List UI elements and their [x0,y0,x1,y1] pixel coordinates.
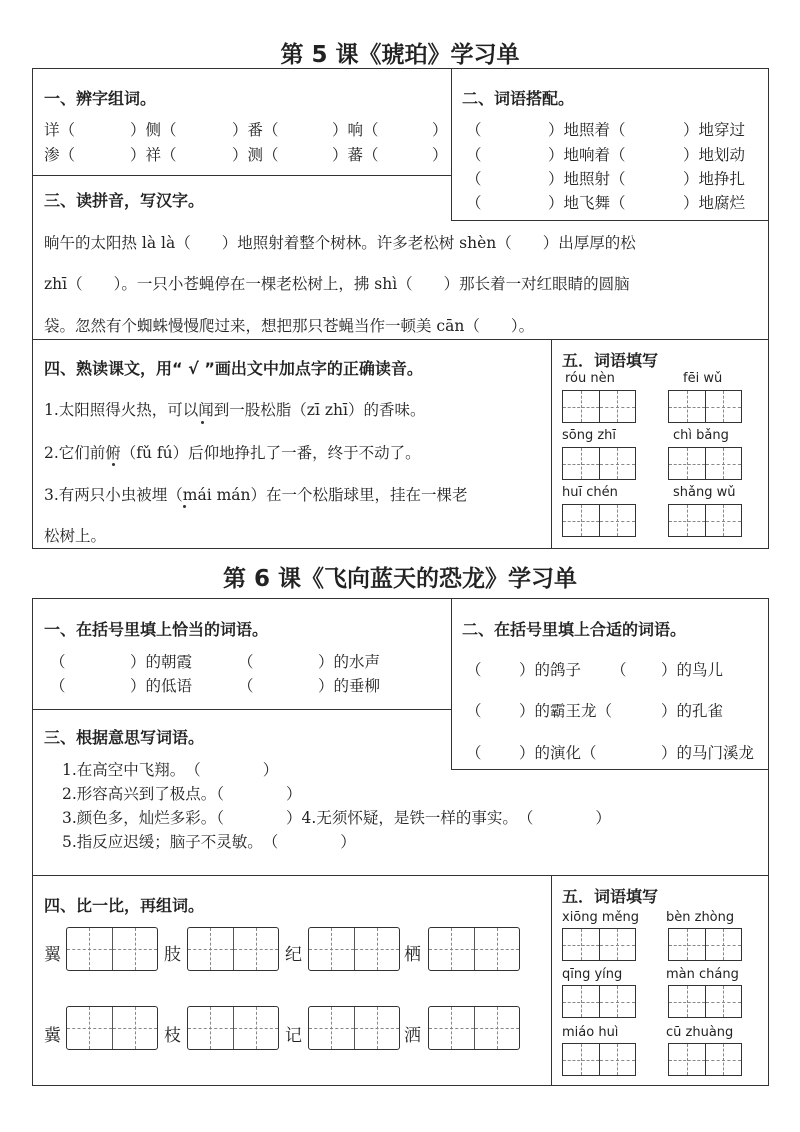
l5-s2-r2a: （ [466,146,482,164]
l5-s5-grid3[interactable] [562,447,636,480]
l6-s2-c: （ [611,661,627,679]
l6-s4-g4[interactable] [428,927,520,971]
l5-s5-grid1[interactable] [562,390,636,423]
l6-s2-j: ）的马门溪龙 [661,744,755,762]
l6-s1-d: ）的水声 [318,653,381,671]
l5-s1-w3: ）番（ [232,121,279,139]
l6-s4-g1[interactable] [66,927,158,971]
l6-s1-e: （ [50,677,66,695]
l5-s5-py4: chì bǎng [673,428,729,443]
l5-s1-w8: ）测（ [232,146,279,164]
l5-s5-py2: fēi wǔ [683,371,723,386]
l6-s4-heading: 四、比一比，再组词。 [44,896,205,915]
l5-s3-line1: 晌午的太阳热 là là（ ）地照射着整个树林。许多老松树 shèn（ ）出厚厚的松 [44,234,636,252]
l6-s1-g: （ [238,677,254,695]
l5-s2-r3c: ）地挣扎 [683,170,746,188]
l6-s2-i: ）的演化（ [519,744,597,762]
l6-s5-grid2[interactable] [668,928,742,961]
l5-s1-w7: ）祥（ [130,146,177,164]
l6-s4-g2[interactable] [187,927,279,971]
l6-s1-h: ）的垂柳 [318,677,381,695]
l6-s1-b: ）的朝霞 [130,653,193,671]
l6-s3-line3: 3.颜色多，灿烂多彩。（ ）4.无须怀疑，是铁一样的事实。 （ ） [62,809,611,827]
l6-s5-py4: màn cháng [666,967,739,982]
l6-s4-c6: 枝 [164,1026,181,1046]
l6-s3-line2: 2.形容高兴到了极点。（ ） [62,785,302,803]
l6-s5-py3: qīng yíng [562,967,623,982]
l6-s2-d: ）的鸟儿 [661,661,724,679]
l5-s1-w1: 详（ [44,121,76,139]
l5-s5-grid4[interactable] [668,447,742,480]
l5-s2-r4b: ）地飞舞（ [548,194,626,212]
l5-s3-line2: zhī（ ）。一只小苍蝇停在一棵老松树上，拂 shì（ ）那长着一对红眼睛的圆脑 [44,275,630,293]
l5-s4-line2: 2.它们前俯（fǔ fú）后仰地挣扎了一番，终于不动了。 [44,444,421,462]
l6-s4-c3: 纪 [285,945,302,965]
l5-s3-line3: 袋。忽然有个蜘蛛慢慢爬过来，想把那只苍蝇当作一顿美 cān（ ）。 [44,317,535,335]
l5-s1-w5: ） [432,121,448,139]
l6-s1-c: （ [238,653,254,671]
l5-s4-heading: 四、熟读课文，用“ √ ”画出文中加点字的正确读音。 [44,359,423,378]
l6-s4-c5: 冀 [44,1026,61,1046]
l5-s1-w2: ）侧（ [130,121,177,139]
l5-s1-w9: ）蕃（ [332,146,379,164]
l6-s3-line1: 1.在高空中飞翔。 （ ） [62,761,279,779]
l5-s2-r1b: ）地照着（ [548,121,626,139]
l5-s5-py5: huī chén [562,485,618,500]
l6-s1-a: （ [50,653,66,671]
l5-s5-grid6[interactable] [668,504,742,537]
l6-s2-a: （ [466,661,482,679]
l6-s3-heading: 三、根据意思写词语。 [44,728,205,747]
l5-s2-heading: 二、词语搭配。 [462,89,575,108]
l6-s4-c8: 洒 [404,1026,421,1046]
l6-s5-grid3[interactable] [562,985,636,1018]
l6-s5-grid4[interactable] [668,985,742,1018]
l5-s1-heading: 一、辨字组词。 [44,89,157,108]
l6-s5-py6: cū zhuàng [666,1025,734,1040]
l5-s2-r3a: （ [466,170,482,188]
l6-s5-grid6[interactable] [668,1043,742,1076]
l6-s1-f: ）的低语 [130,677,193,695]
l6-s5-py2: bèn zhòng [666,910,735,925]
l5-s5-py3: sōng zhī [562,428,617,443]
l6-s5-grid1[interactable] [562,928,636,961]
l5-s1-w6: 渗（ [44,146,76,164]
l6-s4-c2: 肢 [164,945,181,965]
lesson5-title: 第 5 课《琥珀》学习单 [280,42,520,68]
l5-s4-line1: 1.太阳照得火热，可以闻到一股松脂（zī zhī）的香味。 [44,401,426,419]
l5-s1-w4: ）响（ [332,121,379,139]
l6-s5-heading: 五．词语填写 [562,887,659,906]
l6-s4-c1: 翼 [44,945,61,965]
l5-s1-w10: ） [432,146,448,164]
l6-s2-e: （ [466,702,482,720]
l6-s4-g5[interactable] [66,1006,158,1050]
l5-s5-py1: róu nèn [565,371,615,386]
l5-s5-grid2[interactable] [668,390,742,423]
l6-s4-g8[interactable] [428,1006,520,1050]
l6-s1-heading: 一、在括号里填上恰当的词语。 [44,620,269,639]
l6-s4-g7[interactable] [308,1006,400,1050]
l5-s2-r4a: （ [466,194,482,212]
l6-s4-g3[interactable] [308,927,400,971]
l6-s2-g: ）的孔雀 [661,702,724,720]
l5-s4-line3: 3.有两只小虫被埋（mái mán）在一个松脂球里，挂在一棵老 [44,486,468,504]
l5-s5-grid5[interactable] [562,504,636,537]
lesson6-title: 第 6 课《飞向蓝天的恐龙》学习单 [222,566,578,592]
l6-s5-py5: miáo huì [562,1025,619,1040]
l5-s5-heading: 五．词语填写 [562,351,659,370]
l5-s4-line4: 松树上。 [44,527,107,545]
l6-s4-c4: 栖 [404,945,421,965]
l5-s2-r1c: ）地穿过 [683,121,746,139]
l5-s3-heading: 三、读拼音，写汉字。 [44,191,205,210]
l5-s2-r4c: ）地腐烂 [683,194,746,212]
l6-s3-line4: 5.指反应迟缓；脑子不灵敏。 （ ） [62,833,356,851]
l6-s5-grid5[interactable] [562,1043,636,1076]
l6-s2-h: （ [466,744,482,762]
l6-s4-c7: 记 [285,1026,302,1046]
l6-s5-py1: xiōng měng [562,910,640,925]
l6-s2-f: ）的霸王龙（ [519,702,613,720]
l6-s2-b: ）的鸽子 [519,661,582,679]
l6-s2-heading: 二、在括号里填上合适的词语。 [462,620,687,639]
l5-s2-r2c: ）地划动 [683,146,746,164]
l5-s2-r2b: ）地响着（ [548,146,626,164]
l5-s2-r3b: ）地照射（ [548,170,626,188]
l5-s2-r1a: （ [466,121,482,139]
l5-s5-py6: shǎng wǔ [673,485,736,500]
l6-s4-g6[interactable] [187,1006,279,1050]
